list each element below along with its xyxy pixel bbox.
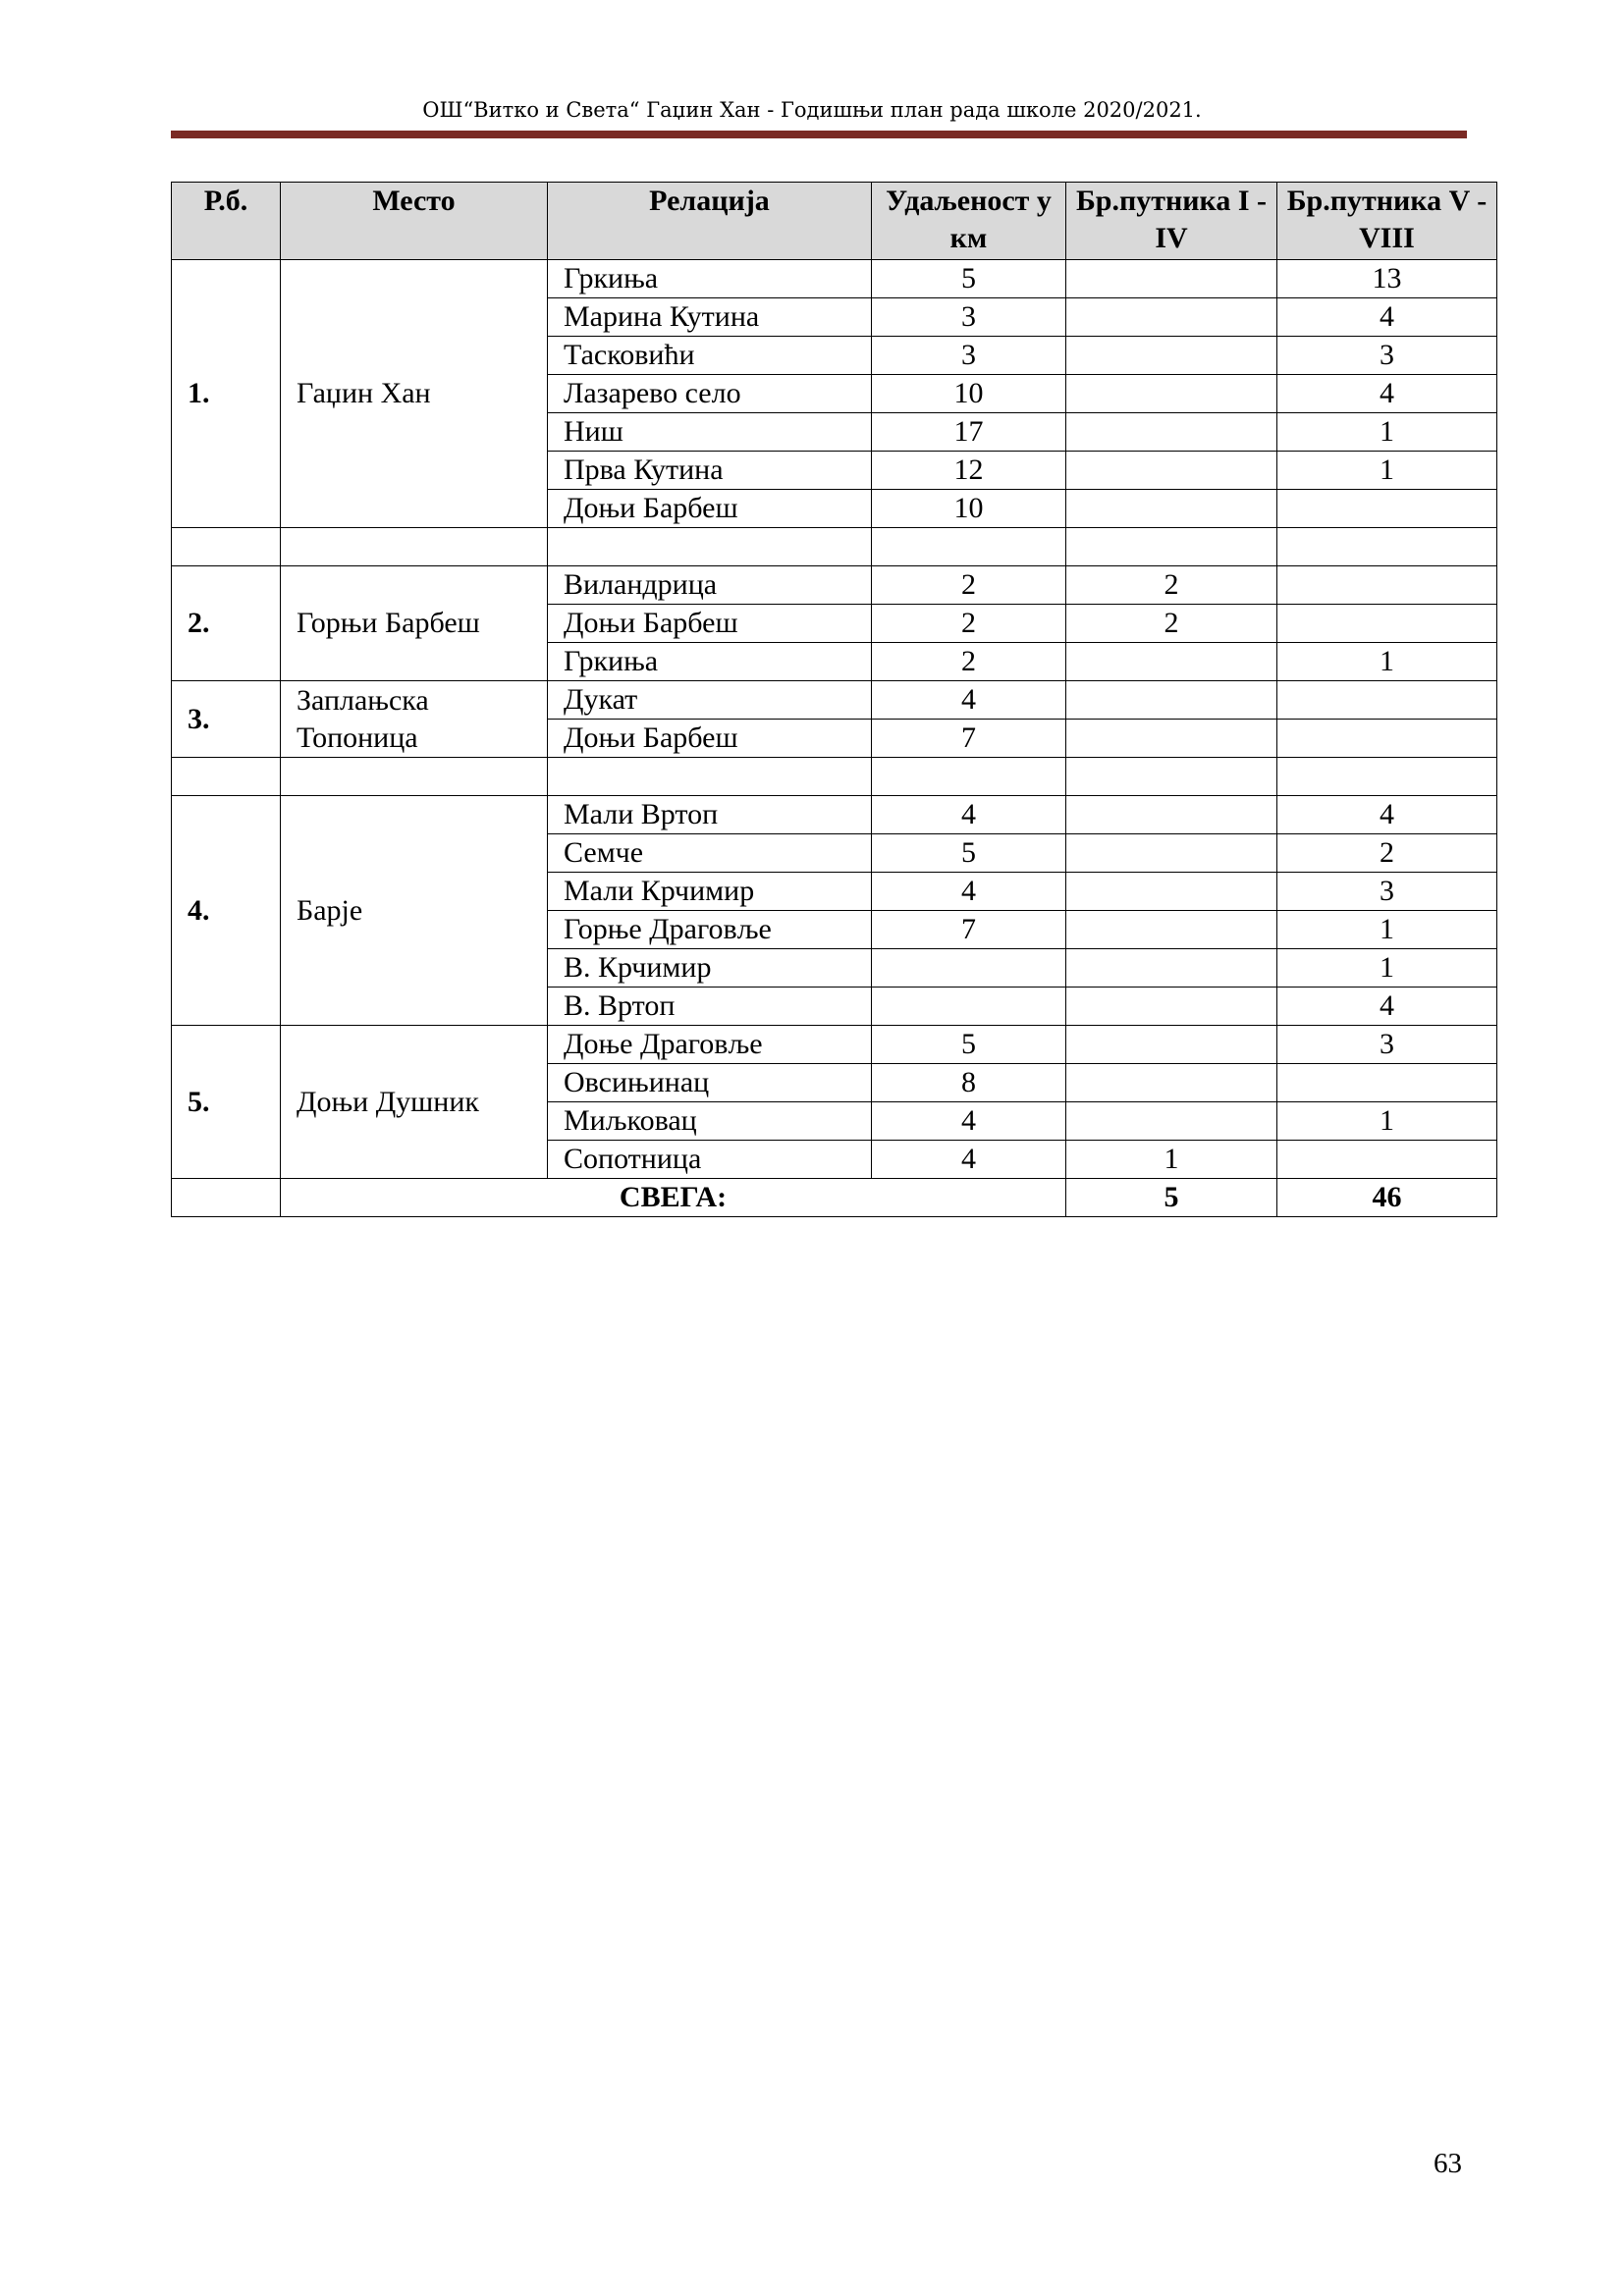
cell-relacija: Ниш	[548, 413, 872, 452]
cell-passengers-v-viii: 3	[1277, 1026, 1497, 1064]
empty-cell	[1066, 758, 1277, 796]
cell-relacija: Семче	[548, 834, 872, 873]
empty-cell	[172, 758, 281, 796]
cell-passengers-v-viii: 2	[1277, 834, 1497, 873]
cell-relacija: Лазарево село	[548, 375, 872, 413]
cell-relacija: Доњи Барбеш	[548, 605, 872, 643]
cell-km: 5	[872, 834, 1066, 873]
empty-cell	[1277, 758, 1497, 796]
header-divider	[171, 131, 1467, 138]
empty-cell	[172, 1179, 281, 1217]
cell-passengers-i-iv: 2	[1066, 566, 1277, 605]
cell-relacija: Виландрица	[548, 566, 872, 605]
cell-km: 2	[872, 643, 1066, 681]
table-header-row	[172, 183, 1497, 260]
cell-passengers-i-iv	[1066, 413, 1277, 452]
cell-passengers-v-viii	[1277, 1141, 1497, 1179]
page-header-title: ОШ“Витко и Света“ Гаџин Хан - Годишњи план рада школе 2020/2021.	[422, 98, 1202, 122]
cell-km: 3	[872, 298, 1066, 337]
empty-cell	[281, 758, 548, 796]
cell-passengers-v-viii: 13	[1277, 260, 1497, 298]
cell-mesto: Доњи Душник	[281, 1026, 548, 1179]
cell-km: 10	[872, 375, 1066, 413]
cell-passengers-v-viii: 1	[1277, 643, 1497, 681]
cell-km: 5	[872, 260, 1066, 298]
cell-passengers-v-viii: 4	[1277, 796, 1497, 834]
empty-cell	[872, 758, 1066, 796]
cell-passengers-v-viii	[1277, 1064, 1497, 1102]
column-header-vviii: Бр.путника V - VIII	[1277, 183, 1497, 260]
cell-relacija: Горње Драговље	[548, 911, 872, 949]
cell-passengers-i-iv	[1066, 1102, 1277, 1141]
cell-mesto: Барје	[281, 796, 548, 1026]
cell-passengers-i-iv	[1066, 375, 1277, 413]
cell-km	[872, 949, 1066, 988]
cell-km: 2	[872, 566, 1066, 605]
empty-cell	[1277, 528, 1497, 566]
total-passengers-v-viii: 46	[1277, 1179, 1497, 1217]
empty-cell	[1066, 528, 1277, 566]
cell-passengers-i-iv	[1066, 337, 1277, 375]
cell-passengers-i-iv: 1	[1066, 1141, 1277, 1179]
cell-passengers-v-viii	[1277, 720, 1497, 758]
cell-passengers-v-viii: 4	[1277, 298, 1497, 337]
cell-passengers-v-viii: 3	[1277, 873, 1497, 911]
cell-rb: 3.	[172, 681, 281, 758]
cell-passengers-v-viii	[1277, 605, 1497, 643]
cell-relacija: Марина Кутина	[548, 298, 872, 337]
cell-passengers-i-iv	[1066, 681, 1277, 720]
cell-mesto: Гаџин Хан	[281, 260, 548, 528]
cell-km: 4	[872, 1141, 1066, 1179]
empty-cell	[548, 528, 872, 566]
cell-km: 4	[872, 1102, 1066, 1141]
transport-table	[171, 182, 1497, 1217]
page-number: 63	[1434, 2148, 1462, 2179]
cell-passengers-v-viii: 1	[1277, 911, 1497, 949]
cell-passengers-v-viii	[1277, 490, 1497, 528]
cell-rb: 1.	[172, 260, 281, 528]
empty-cell	[872, 528, 1066, 566]
cell-passengers-i-iv	[1066, 720, 1277, 758]
cell-passengers-i-iv	[1066, 796, 1277, 834]
cell-passengers-v-viii: 1	[1277, 413, 1497, 452]
cell-passengers-i-iv	[1066, 834, 1277, 873]
cell-passengers-i-iv	[1066, 988, 1277, 1026]
cell-km: 17	[872, 413, 1066, 452]
cell-relacija: Гркиња	[548, 643, 872, 681]
cell-km: 4	[872, 681, 1066, 720]
cell-passengers-i-iv: 2	[1066, 605, 1277, 643]
cell-passengers-i-iv	[1066, 298, 1277, 337]
cell-passengers-i-iv	[1066, 490, 1277, 528]
table-body	[172, 260, 1497, 1217]
column-header-iiv: Бр.путника I - IV	[1066, 183, 1277, 260]
cell-km: 10	[872, 490, 1066, 528]
table-row	[172, 681, 1497, 720]
cell-passengers-v-viii: 1	[1277, 1102, 1497, 1141]
cell-rb: 2.	[172, 566, 281, 681]
cell-passengers-v-viii: 1	[1277, 452, 1497, 490]
cell-passengers-i-iv	[1066, 949, 1277, 988]
cell-relacija: Мали Вртоп	[548, 796, 872, 834]
cell-passengers-i-iv	[1066, 452, 1277, 490]
total-label: СВЕГА:	[281, 1179, 1066, 1217]
column-header-mesto: Место	[281, 183, 548, 260]
cell-relacija: Дукат	[548, 681, 872, 720]
table-row	[172, 796, 1497, 834]
cell-relacija: Прва Кутина	[548, 452, 872, 490]
cell-km: 5	[872, 1026, 1066, 1064]
cell-mesto: Горњи Барбеш	[281, 566, 548, 681]
cell-passengers-v-viii: 4	[1277, 375, 1497, 413]
cell-relacija: Гркиња	[548, 260, 872, 298]
cell-km: 7	[872, 720, 1066, 758]
cell-relacija: Доњи Барбеш	[548, 720, 872, 758]
table-row	[172, 1026, 1497, 1064]
empty-cell	[548, 758, 872, 796]
total-row	[172, 1179, 1497, 1217]
cell-passengers-v-viii: 1	[1277, 949, 1497, 988]
cell-km: 4	[872, 873, 1066, 911]
cell-passengers-i-iv	[1066, 643, 1277, 681]
empty-cell	[281, 528, 548, 566]
cell-mesto: Заплањска Топоница	[281, 681, 548, 758]
cell-passengers-i-iv	[1066, 1064, 1277, 1102]
table-row	[172, 260, 1497, 298]
cell-km: 3	[872, 337, 1066, 375]
cell-km	[872, 988, 1066, 1026]
cell-km: 8	[872, 1064, 1066, 1102]
cell-km: 2	[872, 605, 1066, 643]
cell-passengers-i-iv	[1066, 260, 1277, 298]
cell-relacija: Овсињинац	[548, 1064, 872, 1102]
cell-rb: 5.	[172, 1026, 281, 1179]
cell-km: 4	[872, 796, 1066, 834]
column-header-rb: Р.б.	[172, 183, 281, 260]
cell-relacija: Миљковац	[548, 1102, 872, 1141]
cell-passengers-i-iv	[1066, 911, 1277, 949]
empty-separator-row	[172, 528, 1497, 566]
cell-passengers-v-viii: 4	[1277, 988, 1497, 1026]
cell-km: 7	[872, 911, 1066, 949]
cell-passengers-i-iv	[1066, 1026, 1277, 1064]
empty-cell	[172, 528, 281, 566]
cell-relacija: В. Крчимир	[548, 949, 872, 988]
cell-relacija: В. Вртоп	[548, 988, 872, 1026]
empty-separator-row	[172, 758, 1497, 796]
total-passengers-i-iv: 5	[1066, 1179, 1277, 1217]
cell-relacija: Сопотница	[548, 1141, 872, 1179]
column-header-relacija: Релација	[548, 183, 872, 260]
cell-passengers-v-viii	[1277, 566, 1497, 605]
cell-passengers-v-viii: 3	[1277, 337, 1497, 375]
column-header-km: Удаљеност у км	[872, 183, 1066, 260]
cell-relacija: Тасковићи	[548, 337, 872, 375]
cell-km: 12	[872, 452, 1066, 490]
cell-passengers-i-iv	[1066, 873, 1277, 911]
cell-rb: 4.	[172, 796, 281, 1026]
cell-relacija: Доње Драговље	[548, 1026, 872, 1064]
cell-passengers-v-viii	[1277, 681, 1497, 720]
cell-relacija: Доњи Барбеш	[548, 490, 872, 528]
cell-relacija: Мали Крчимир	[548, 873, 872, 911]
table-row	[172, 566, 1497, 605]
